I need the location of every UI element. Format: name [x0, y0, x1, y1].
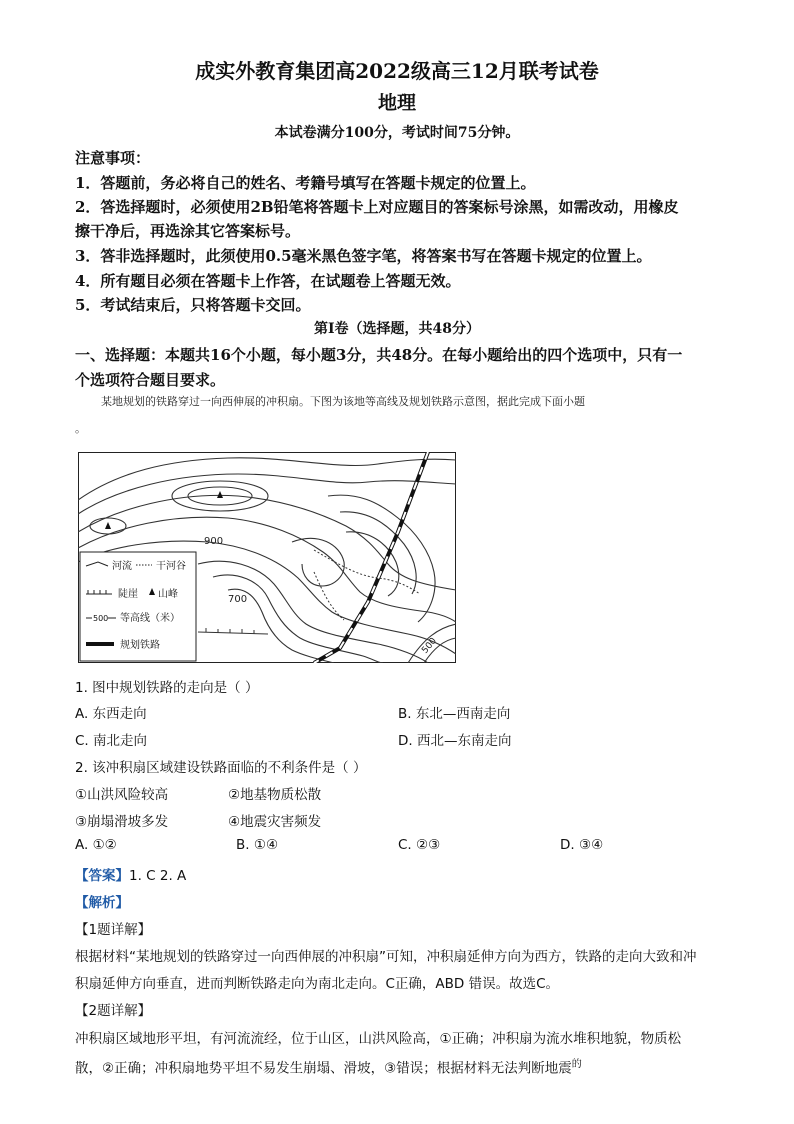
question-2-stem: 2. 该冲积扇区域建设铁路面临的不利条件是（ ）: [75, 760, 367, 776]
contour-label-500: 500: [420, 636, 440, 656]
q2-option-b[interactable]: B. ①④: [236, 837, 279, 853]
exam-info: 本试卷满分100分，考试时间75分钟。: [274, 125, 520, 141]
q1-option-c[interactable]: C. 南北走向: [75, 733, 148, 749]
subject-title: 地理: [377, 92, 416, 114]
section-title: 第Ⅰ卷（选择题，共48分）: [313, 321, 481, 337]
notice-item: 3．答非选择题时，此须使用0.5毫米黑色签字笔，将答案书写在答题卡规定的位置上。: [75, 247, 652, 265]
contour-map: [78, 452, 456, 663]
answer-line: [75, 864, 186, 884]
map-legend: [80, 552, 196, 661]
notice-heading: 注意事项：: [75, 149, 151, 167]
legend-river: 河流: [112, 561, 132, 572]
notice-item: 5．考试结束后，只将答题卡交回。: [75, 296, 311, 314]
q2-option-a[interactable]: A. ①②: [75, 837, 117, 853]
q1-analysis-text: 积扇延伸方向垂直，进而判断铁路走向为南北走向。C正确，ABD 错误。故选C。: [75, 976, 560, 992]
exam-title: 成实外教育集团高2022级高三12月联考试卷: [195, 59, 599, 83]
legend-cliff: 陡崖: [118, 589, 138, 600]
legend-contour-sample: 500: [93, 614, 109, 623]
q2-analysis-text: 冲积扇区域地形平坦，有河流流经，位于山区，山洪风险高，①正确；冲积扇为流水堆积地貌，物质松: [75, 1031, 682, 1047]
legend-peak: 山峰: [158, 589, 178, 600]
notice-item: 4．所有题目必须在答题卡上作答，在试题卷上答题无效。: [75, 272, 461, 290]
q2-statement: ②地基物质松散: [228, 787, 322, 803]
q2-analysis-text: 散，②正确；冲积扇地势平坦不易发生崩塌、滑坡，③错误；根据材料无法判断地震: [75, 1060, 572, 1077]
analysis-tag: 【解析】: [75, 895, 129, 911]
contour-label-700: 700: [228, 594, 248, 605]
material-text-tail: 。: [75, 422, 86, 435]
analysis-line: [75, 891, 129, 911]
q1-analysis-text: 根据材料“某地规划的铁路穿过一向西伸展的冲积扇”可知，冲积扇延伸方向为西方，铁路的走向大致和冲: [75, 949, 697, 965]
legend-railway: 规划铁路: [120, 640, 160, 651]
legend-dry-valley: 干河谷: [156, 561, 186, 572]
q2-statement: ④地震灾害频发: [228, 814, 322, 830]
q1-option-d[interactable]: D. 西北—东南走向: [398, 733, 512, 749]
q2-option-d[interactable]: D. ③④: [560, 837, 604, 853]
material-text: 某地规划的铁路穿过一向西伸展的冲积扇。下图为该地等高线及规划铁路示意图，据此完成下面小题: [101, 395, 585, 408]
notice-item: 擦干净后，再选涂其它答案标号。: [75, 222, 301, 240]
q1-option-a[interactable]: A. 东西走向: [75, 706, 147, 722]
q2-statement: ①山洪风险较高: [75, 787, 169, 803]
answer-text: 1. C 2. A: [129, 868, 187, 884]
q1-analysis-heading: 【1题详解】: [75, 922, 152, 938]
q2-option-c[interactable]: C. ②③: [398, 837, 441, 853]
answer-tag: 【答案】: [75, 868, 129, 884]
question-1-stem: 1. 图中规划铁路的走向是（ ）: [75, 680, 259, 696]
notice-item: 1．答题前，务必将自己的姓名、考籍号填写在答题卡规定的位置上。: [75, 174, 536, 192]
legend-contour: 等高线（米）: [120, 613, 180, 624]
q2-analysis-text-2: [75, 1055, 725, 1077]
notice-item: 2．答选择题时，必须使用2B铅笔将答题卡上对应题目的答案标号涂黑，如需改动，用橡皮: [75, 198, 679, 216]
q1-option-b[interactable]: B. 东北—西南走向: [398, 706, 511, 722]
q2-statement: ③崩塌滑坡多发: [75, 814, 169, 830]
q2-analysis-tail: 的: [571, 1059, 582, 1070]
q2-analysis-heading: 【2题详解】: [75, 1003, 152, 1019]
section-intro: 一、选择题：本题共16个小题，每小题3分，共48分。在每小题给出的四个选项中，只有一: [75, 346, 683, 364]
contour-label-900: 900: [204, 536, 224, 547]
section-intro: 个选项符合题目要求。: [75, 371, 226, 389]
